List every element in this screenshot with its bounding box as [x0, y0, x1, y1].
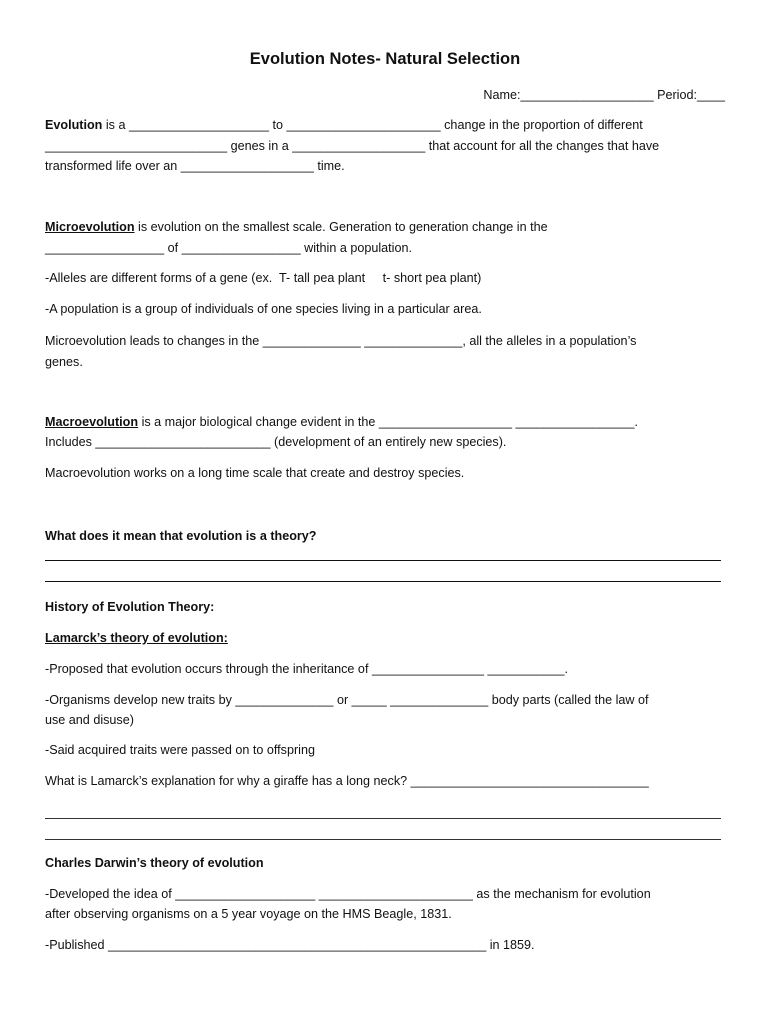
- macro-line-1: [45, 414, 638, 430]
- micro-leads-line-1: Microevolution leads to changes in the ______________ ______________, all the alleles in a population’s: [45, 334, 637, 348]
- darwin-developed-line-2: after observing organisms on a 5 year voyage on the HMS Beagle, 1831.: [45, 907, 452, 921]
- macro-line-1-text: is a major biological change evident in the ___________________ _________________.: [138, 415, 639, 429]
- lamarck-heading: Lamarck’s theory of evolution:: [45, 631, 228, 645]
- evolution-line-1: [45, 117, 643, 133]
- microevolution-term: Microevolution: [45, 220, 135, 234]
- macro-works-line: Macroevolution works on a long time scale that create and destroy species.: [45, 466, 465, 480]
- answer-line: [45, 818, 721, 819]
- lamarck-passed-line: -Said acquired traits were passed on to offspring: [45, 743, 315, 757]
- micro-leads-line-2: genes.: [45, 355, 83, 369]
- page-title: Evolution Notes- Natural Selection: [249, 50, 521, 68]
- evolution-line-3: transformed life over an ___________________ time.: [45, 159, 345, 173]
- micro-line-2: _________________ of _________________ within a population.: [45, 241, 412, 255]
- darwin-published-line: -Published ______________________________________________________ in 1859.: [45, 938, 535, 952]
- macro-line-2: Includes _________________________ (development of an entirely new species).: [45, 435, 507, 449]
- micro-line-1: [45, 219, 548, 235]
- answer-line: [45, 560, 721, 561]
- answer-line: [45, 839, 721, 840]
- alleles-line: -Alleles are different forms of a gene (ex. T- tall pea plant t- short pea plant): [45, 271, 482, 285]
- population-line: -A population is a group of individuals of one species living in a particular area.: [45, 302, 482, 316]
- lamarck-develop-line-2: use and disuse): [45, 713, 134, 727]
- macroevolution-term: Macroevolution: [45, 415, 139, 429]
- name-period-fields: Name:___________________ Period:____: [483, 88, 725, 102]
- lamarck-proposed-line: -Proposed that evolution occurs through the inheritance of ________________ ___________.: [45, 662, 569, 676]
- answer-line: [45, 581, 721, 582]
- micro-line-1-text: is evolution on the smallest scale. Generation to generation change in the: [134, 220, 548, 234]
- theory-question: What does it mean that evolution is a theory?: [45, 529, 317, 543]
- darwin-developed-line-1: -Developed the idea of ____________________ ______________________ as the mechanism for evolution: [45, 887, 651, 901]
- lamarck-develop-line-1: -Organisms develop new traits by ______________ or _____ ______________ body parts (called the law of: [45, 693, 649, 707]
- history-heading: History of Evolution Theory:: [45, 600, 215, 614]
- darwin-heading: Charles Darwin’s theory of evolution: [45, 856, 264, 870]
- giraffe-question: What is Lamarck’s explanation for why a giraffe has a long neck? __________________________________: [45, 774, 649, 788]
- evolution-term: Evolution: [45, 118, 103, 132]
- evolution-line-1-text: is a ____________________ to ______________________ change in the proportion of different: [102, 118, 643, 132]
- evolution-line-2: __________________________ genes in a ___________________ that account for all the changes that have: [45, 139, 660, 153]
